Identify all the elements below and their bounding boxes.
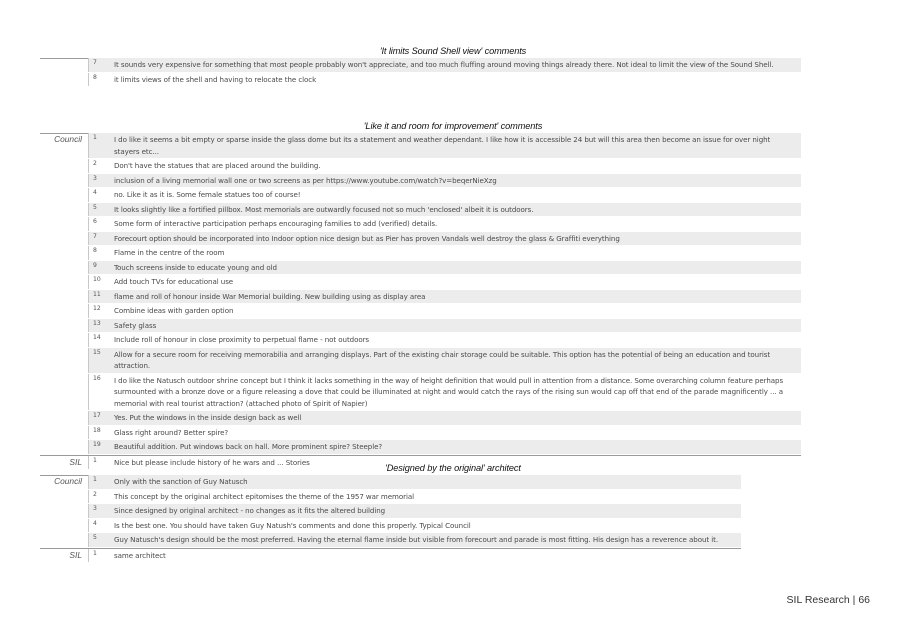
row-number: 2 — [88, 159, 112, 173]
group-label — [40, 275, 88, 276]
group-label — [40, 533, 88, 534]
table-row — [40, 374, 801, 412]
group-label — [40, 519, 88, 520]
row-number: 1 — [88, 475, 112, 489]
table-row — [40, 533, 741, 548]
group-label — [40, 290, 88, 291]
table-row — [40, 174, 801, 189]
row-number: 7 — [88, 232, 112, 246]
table-row — [40, 203, 801, 218]
group-label — [40, 232, 88, 233]
row-number: 13 — [88, 319, 112, 333]
comment-text: Some form of interactive participation perhaps encouraging families to add (verified) details. — [114, 219, 438, 228]
row-number: 5 — [88, 203, 112, 217]
row-number: 4 — [88, 519, 112, 533]
table-row — [40, 426, 801, 441]
comment-text: inclusion of a living memorial wall one or two screens as per https://www.youtube.com/watch?v=beqerNieXzg — [112, 174, 801, 188]
section-title-original-architect: 'Designed by the original' architect — [385, 463, 521, 473]
table-row — [40, 58, 801, 73]
table-row — [40, 261, 801, 276]
comment-text: Beautiful addition. Put windows back on hall. More prominent spire? Steeple? — [112, 440, 801, 454]
table-row — [40, 319, 801, 334]
comment-text: Combine ideas with garden option — [114, 306, 234, 315]
table-row — [40, 73, 801, 88]
row-number: 9 — [88, 261, 112, 275]
comment-text: Safety glass — [112, 319, 801, 333]
table-row — [40, 304, 801, 319]
comment-text: Forecourt option should be incorporated into Indoor option nice design but as Pier has proven Vandals well destroy the glass & Graffiti everything — [112, 232, 801, 246]
table-row — [40, 290, 801, 305]
row-number: 6 — [88, 217, 112, 231]
table-row — [40, 275, 801, 290]
section-title-room-for-improvement: 'Like it and room for improvement' comments — [363, 121, 543, 131]
row-number: 7 — [88, 58, 112, 72]
group-label: SIL — [69, 549, 82, 560]
comment-text: it limits views of the shell and having to relocate the clock — [114, 74, 317, 84]
row-number: 14 — [88, 333, 112, 347]
group-label — [40, 426, 88, 427]
comment-text: Touch screens inside to educate young and old — [112, 261, 801, 275]
group-label — [40, 319, 88, 320]
row-number: 3 — [88, 504, 112, 518]
group-label — [40, 217, 88, 218]
row-number: 19 — [88, 440, 112, 454]
table-row — [40, 411, 801, 426]
comment-text: I do like it seems a bit empty or sparse inside the glass dome but its a statement and weather dependant. I like how it is accessible 24 but will this area then become an issue for over night stayers etc... — [112, 133, 801, 158]
row-number: 12 — [88, 304, 112, 318]
group-label — [40, 440, 88, 441]
comment-text: Allow for a secure room for receiving memorabilia and arranging displays. Part of the existing chair storage could be suitable. This option has the potential of being an education and tourist attraction. — [112, 348, 801, 373]
table-row — [40, 246, 801, 261]
group-label — [40, 261, 88, 262]
table-row — [40, 475, 741, 490]
comment-text: same architect — [114, 550, 166, 560]
table-row — [40, 348, 801, 374]
comment-text: flame and roll of honour inside War Memorial building. New building using as display area — [112, 290, 801, 304]
row-number: 1 — [88, 549, 112, 563]
table-row — [40, 159, 801, 174]
table-row — [40, 333, 801, 348]
comment-text: I do like the Natusch outdoor shrine concept but I think it lacks something in the way of height definition that would pull in attention from a distance. Some overarching column feature perhaps surmounted with a bronze dove or a figure releasing a dove that could be illuminated at night and would catch the rays of the rising sun would cap off that end of the parade magnificently ... a memorial with real tourist attraction? (attached photo of Spirit of Napier) — [114, 375, 784, 408]
row-number: 17 — [88, 411, 112, 425]
comment-text: Only with the sanction of Guy Natusch — [112, 475, 741, 489]
group-label: SIL — [69, 456, 82, 467]
section-title-sound-shell: 'It limits Sound Shell view' comments — [379, 46, 527, 56]
group-label — [40, 304, 88, 305]
group-label — [40, 490, 88, 491]
comment-text: Glass right around? Better spire? — [114, 427, 229, 437]
group-label — [40, 411, 88, 412]
table-row — [40, 440, 801, 455]
comment-text: It sounds very expensive for something that most people probably won't appreciate, and too much fluffing around moving things already there. Not ideal to limit the view of the Sound Shell. — [112, 58, 801, 72]
comments-table-original-architect — [40, 475, 741, 563]
group-label — [40, 188, 88, 189]
table-row — [40, 232, 801, 247]
comment-text: Nice but please include history of he wars and ... Stories — [114, 457, 310, 467]
group-label — [40, 174, 88, 175]
table-row — [40, 217, 801, 232]
comment-text: Yes. Put the windows in the inside design back as well — [112, 411, 801, 425]
row-number: 4 — [88, 188, 112, 202]
row-number: 18 — [88, 426, 112, 440]
comment-text: Is the best one. You should have taken Guy Natush's comments and done this properly. Typical Council — [114, 520, 471, 530]
table-row — [40, 188, 801, 203]
row-number: 15 — [88, 348, 112, 373]
table-row — [40, 504, 741, 519]
group-label — [40, 159, 88, 160]
group-label — [40, 348, 88, 349]
table-row — [40, 519, 741, 534]
group-label — [40, 504, 88, 505]
group-label — [40, 374, 88, 375]
group-label — [40, 58, 88, 59]
comments-table-room-for-improvement — [40, 133, 801, 470]
row-number: 16 — [88, 374, 112, 411]
group-label — [40, 333, 88, 334]
comment-text: no. Like it as it is. Some female statues too of course! — [114, 190, 301, 199]
comment-text: This concept by the original architect epitomises the theme of the 1957 war memorial — [114, 491, 415, 501]
row-number: 8 — [88, 73, 112, 87]
comment-text: Guy Natusch's design should be the most preferred. Having the eternal flame inside but visible from forecourt and parade is most fitting. His design has a reverence about it. — [112, 533, 741, 547]
comment-text: Don't have the statues that are placed around the building. — [114, 161, 321, 170]
comment-text: Add touch TVs for educational use — [114, 277, 234, 286]
comment-text: Flame in the centre of the room — [114, 248, 225, 257]
comments-table-sound-shell — [40, 58, 801, 87]
row-number: 5 — [88, 533, 112, 547]
group-label: Council — [54, 134, 82, 144]
comment-text: Since designed by original architect - no changes as it fits the altered building — [112, 504, 741, 518]
group-label — [40, 73, 88, 74]
table-row — [40, 490, 741, 505]
page-footer: SIL Research | 66 — [786, 594, 870, 606]
row-number: 3 — [88, 174, 112, 188]
row-number: 10 — [88, 275, 112, 289]
comment-text: It looks slightly like a fortified pillbox. Most memorials are outwardly focused not so much 'enclosed' albeit it is outdoors. — [112, 203, 801, 217]
table-row — [40, 133, 801, 159]
row-number: 11 — [88, 290, 112, 304]
table-row — [40, 548, 741, 564]
comment-text: Include roll of honour in close proximity to perpetual flame - not outdoors — [114, 335, 370, 344]
row-number: 2 — [88, 490, 112, 504]
group-label: Council — [54, 476, 82, 486]
row-number: 8 — [88, 246, 112, 260]
row-number: 1 — [88, 133, 112, 158]
row-number: 1 — [88, 456, 112, 470]
group-label — [40, 246, 88, 247]
group-label — [40, 203, 88, 204]
